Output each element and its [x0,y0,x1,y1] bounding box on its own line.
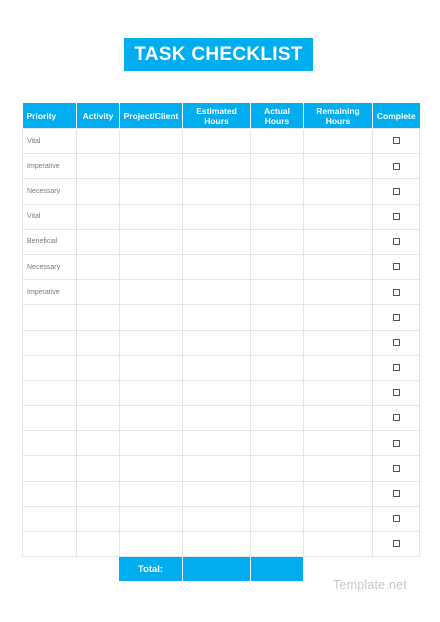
table-row [23,254,420,279]
checkbox-icon[interactable] [393,213,400,220]
priority-cell: Vital [23,129,77,154]
checkbox-icon[interactable] [393,364,400,371]
table-row [23,330,420,355]
table-row [23,380,420,405]
complete-cell [373,481,420,506]
project-client-cell[interactable] [120,532,183,557]
table-row [23,532,420,557]
project-client-cell[interactable] [120,330,183,355]
checkbox-icon[interactable] [393,263,400,270]
activity-cell[interactable] [77,532,120,557]
actual-hours-cell[interactable] [251,154,304,179]
total-label: Total: [119,557,182,581]
project-client-cell[interactable] [120,154,183,179]
header-complete: Complete [373,103,420,129]
estimated-hours-cell[interactable] [183,406,251,431]
estimated-hours-cell[interactable] [183,179,251,204]
estimated-hours-cell[interactable] [183,355,251,380]
table-row [23,456,420,481]
complete-cell [373,380,420,405]
checkbox-icon[interactable] [393,490,400,497]
remaining-hours-cell[interactable] [304,229,373,254]
remaining-hours-cell[interactable] [304,456,373,481]
priority-cell [23,532,77,557]
table-row [23,355,420,380]
complete-cell [373,330,420,355]
project-client-cell[interactable] [120,229,183,254]
table-row [23,154,420,179]
table-header-row [23,103,420,129]
checkbox-icon[interactable] [393,238,400,245]
project-client-cell[interactable] [120,305,183,330]
estimated-hours-cell[interactable] [183,532,251,557]
checkbox-icon[interactable] [393,314,400,321]
actual-hours-cell[interactable] [251,431,304,456]
header-project-client: Project/Client [120,103,183,129]
complete-cell [373,129,420,154]
priority-cell [23,481,77,506]
activity-cell[interactable] [77,431,120,456]
remaining-hours-cell[interactable] [304,406,373,431]
project-client-cell[interactable] [120,431,183,456]
actual-hours-cell[interactable] [251,456,304,481]
actual-hours-cell[interactable] [251,406,304,431]
priority-cell: Necessary [23,254,77,279]
actual-hours-cell[interactable] [251,330,304,355]
priority-cell [23,456,77,481]
priority-cell [23,406,77,431]
checkbox-icon[interactable] [393,440,400,447]
actual-hours-cell[interactable] [251,254,304,279]
table-row [23,481,420,506]
complete-cell [373,254,420,279]
checkbox-icon[interactable] [393,137,400,144]
estimated-hours-cell[interactable] [183,330,251,355]
remaining-hours-cell[interactable] [304,380,373,405]
remaining-hours-cell[interactable] [304,179,373,204]
complete-cell [373,355,420,380]
task-checklist-table [22,103,420,557]
actual-hours-cell[interactable] [251,129,304,154]
checkbox-icon[interactable] [393,414,400,421]
table-row [23,431,420,456]
table-row [23,305,420,330]
complete-cell [373,179,420,204]
activity-cell[interactable] [77,406,120,431]
actual-hours-cell[interactable] [251,481,304,506]
actual-hours-cell[interactable] [251,229,304,254]
project-client-cell[interactable] [120,481,183,506]
remaining-hours-cell[interactable] [304,506,373,531]
project-client-cell[interactable] [120,280,183,305]
activity-cell[interactable] [77,481,120,506]
actual-hours-cell[interactable] [251,380,304,405]
table-row [23,280,420,305]
complete-cell [373,532,420,557]
complete-cell [373,506,420,531]
activity-cell[interactable] [77,506,120,531]
table-row [23,506,420,531]
project-client-cell[interactable] [120,179,183,204]
remaining-hours-cell[interactable] [304,355,373,380]
project-client-cell[interactable] [120,506,183,531]
project-client-cell[interactable] [120,406,183,431]
priority-cell: Necessary [23,179,77,204]
checkbox-icon[interactable] [393,540,400,547]
actual-hours-cell[interactable] [251,506,304,531]
estimated-hours-cell[interactable] [183,254,251,279]
priority-cell [23,380,77,405]
remaining-hours-cell[interactable] [304,532,373,557]
activity-cell[interactable] [77,129,120,154]
header-actual-hours: Actual Hours [251,103,304,129]
activity-cell[interactable] [77,154,120,179]
checkbox-icon[interactable] [393,289,400,296]
complete-cell [373,456,420,481]
project-client-cell[interactable] [120,456,183,481]
priority-cell [23,506,77,531]
actual-hours-cell[interactable] [251,355,304,380]
estimated-hours-cell[interactable] [183,506,251,531]
actual-hours-cell[interactable] [251,179,304,204]
table-row [23,129,420,154]
priority-cell [23,305,77,330]
priority-cell [23,330,77,355]
remaining-hours-cell[interactable] [304,154,373,179]
remaining-hours-cell[interactable] [304,254,373,279]
remaining-hours-cell[interactable] [304,305,373,330]
header-remaining-hours: Remaining Hours [304,103,373,129]
checkbox-icon[interactable] [393,163,400,170]
table-row [23,406,420,431]
estimated-hours-cell[interactable] [183,129,251,154]
estimated-hours-cell[interactable] [183,229,251,254]
watermark: Template.net [333,578,407,592]
complete-cell [373,229,420,254]
complete-cell [373,305,420,330]
activity-cell[interactable] [77,204,120,229]
priority-cell [23,355,77,380]
estimated-hours-cell[interactable] [183,280,251,305]
complete-cell [373,280,420,305]
activity-cell[interactable] [77,280,120,305]
project-client-cell[interactable] [120,204,183,229]
estimated-hours-cell[interactable] [183,481,251,506]
remaining-hours-cell[interactable] [304,280,373,305]
actual-hours-cell[interactable] [251,280,304,305]
actual-hours-cell[interactable] [251,305,304,330]
estimated-hours-cell[interactable] [183,154,251,179]
complete-cell [373,154,420,179]
activity-cell[interactable] [77,380,120,405]
checkbox-icon[interactable] [393,515,400,522]
estimated-hours-cell[interactable] [183,305,251,330]
checkbox-icon[interactable] [393,465,400,472]
page-title: TASK CHECKLIST [124,38,313,71]
remaining-hours-cell[interactable] [304,330,373,355]
priority-cell [23,431,77,456]
activity-cell[interactable] [77,305,120,330]
complete-cell [373,406,420,431]
actual-hours-cell[interactable] [251,204,304,229]
activity-cell[interactable] [77,229,120,254]
checkbox-icon[interactable] [393,339,400,346]
priority-cell: Imperative [23,154,77,179]
remaining-hours-cell[interactable] [304,129,373,154]
checkbox-icon[interactable] [393,389,400,396]
table-row [23,179,420,204]
priority-cell: Imperative [23,280,77,305]
activity-cell[interactable] [77,456,120,481]
complete-cell [373,204,420,229]
checkbox-icon[interactable] [393,188,400,195]
project-client-cell[interactable] [120,380,183,405]
estimated-hours-cell[interactable] [183,431,251,456]
total-row [119,557,303,581]
project-client-cell[interactable] [120,355,183,380]
estimated-hours-cell[interactable] [183,380,251,405]
table-row [23,229,420,254]
project-client-cell[interactable] [120,129,183,154]
activity-cell[interactable] [77,179,120,204]
activity-cell[interactable] [77,254,120,279]
estimated-hours-cell[interactable] [183,456,251,481]
header-priority: Priority [23,103,77,129]
table-row [23,204,420,229]
total-actual-hours-cell[interactable] [250,557,303,581]
remaining-hours-cell[interactable] [304,481,373,506]
project-client-cell[interactable] [120,254,183,279]
actual-hours-cell[interactable] [251,532,304,557]
priority-cell: Beneficial [23,229,77,254]
remaining-hours-cell[interactable] [304,431,373,456]
complete-cell [373,431,420,456]
activity-cell[interactable] [77,355,120,380]
total-estimated-hours-cell[interactable] [182,557,250,581]
activity-cell[interactable] [77,330,120,355]
header-estimated-hours: Estimated Hours [183,103,251,129]
estimated-hours-cell[interactable] [183,204,251,229]
priority-cell: Vital [23,204,77,229]
remaining-hours-cell[interactable] [304,204,373,229]
header-activity: Activity [77,103,120,129]
